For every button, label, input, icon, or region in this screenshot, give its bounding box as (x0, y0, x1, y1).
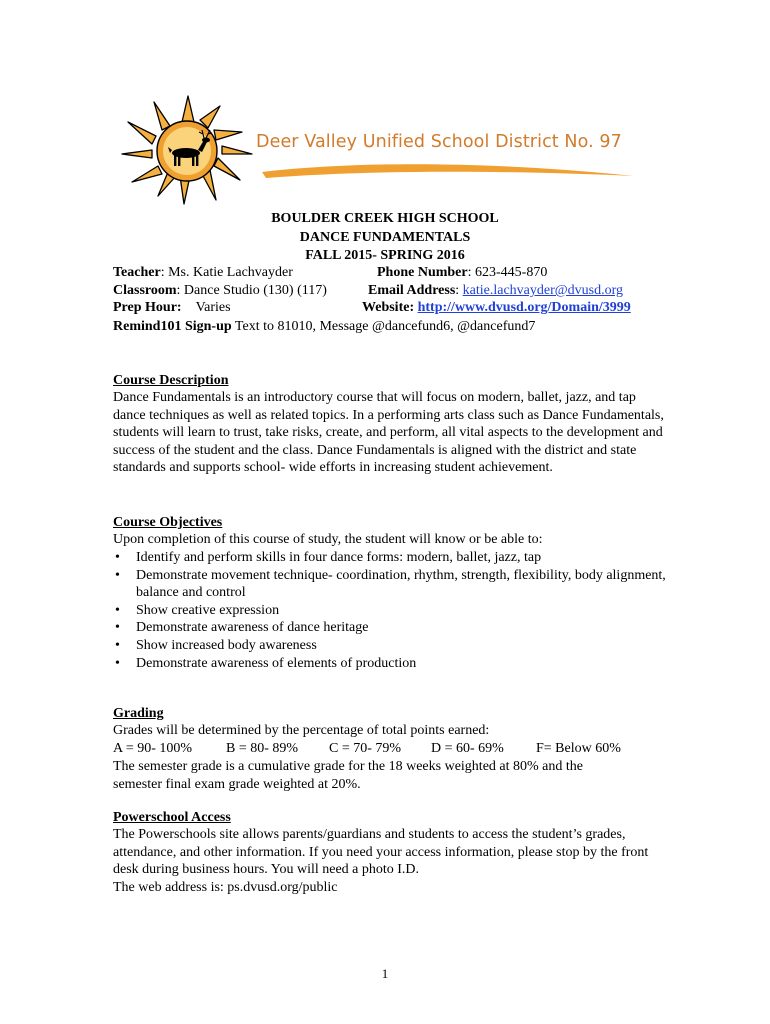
teacher-line (113, 264, 293, 281)
page-number: 1 (381, 966, 389, 981)
teacher-label: Teacher (113, 265, 161, 280)
list-item: • Demonstrate movement technique- coordination, rhythm, strength, flexibility, body alignment, balance and control (113, 567, 673, 602)
list-item: • Demonstrate awareness of dance heritage (113, 619, 673, 637)
website-label: Website: (362, 300, 418, 315)
grade-d: D = 60- 69% (431, 741, 504, 756)
email-link[interactable]: katie.lachvayder@dvusd.org (462, 283, 624, 298)
prep-value: Varies (195, 300, 231, 315)
grading-note: The semester grade is a cumulative grade for the 18 weeks weighted at 80% and the semester final exam grade weighted at 20%. (113, 759, 583, 792)
term-label: FALL 2015- SPRING 2016 (305, 248, 465, 263)
email-label: Email Address (368, 283, 456, 298)
list-item: • Identify and perform skills in four dance forms: modern, ballet, jazz, tap (113, 549, 673, 567)
prep-label: Prep Hour: (113, 300, 182, 315)
course-title: DANCE FUNDAMENTALS (299, 230, 471, 245)
classroom-line (113, 282, 327, 299)
grade-f: F= Below 60% (536, 741, 621, 756)
grading-intro: Grades will be determined by the percentage of total points earned: (113, 723, 490, 738)
powerschool-text: The Powerschools site allows parents/guardians and students to access the student’s grades, attendance, and other information. If you need your access information, please stop by the front desk during business hours. You will need a photo I.D. (113, 827, 649, 878)
phone-label: Phone Number (377, 265, 468, 280)
sun-deer-logo-icon (118, 92, 258, 207)
prep-line (113, 299, 231, 316)
grade-a: A = 90- 100% (113, 741, 193, 756)
grade-b: B = 80- 89% (226, 741, 299, 756)
list-item: • Show creative expression (113, 602, 673, 620)
teacher-value: : Ms. Katie Lachvayder (160, 265, 293, 280)
district-name: Deer Valley Unified School District No. 97 (256, 132, 622, 152)
list-item: • Demonstrate awareness of elements of production (113, 655, 673, 673)
remind-label: Remind101 Sign-up (113, 319, 232, 334)
school-name: BOULDER CREEK HIGH SCHOOL (271, 211, 499, 226)
grade-c: C = 70- 79% (329, 741, 402, 756)
email-line (368, 282, 623, 299)
swoosh-decoration-icon (258, 156, 638, 182)
remind-value: Text to 81010, Message @dancefund6, @dancefund7 (231, 319, 536, 334)
email-separator: : (455, 283, 463, 298)
course-description-heading: Course Description (113, 373, 229, 388)
powerschool-heading: Powerschool Access (113, 810, 231, 825)
phone-value: : 623-445-870 (467, 265, 548, 280)
powerschool-web-address: The web address is: ps.dvusd.org/public (113, 880, 338, 895)
list-item: • Show increased body awareness (113, 637, 673, 655)
classroom-label: Classroom (113, 283, 177, 298)
grading-heading: Grading (113, 706, 164, 721)
remind-line (113, 318, 535, 335)
course-objectives-heading: Course Objectives (113, 515, 223, 530)
course-objectives-intro: Upon completion of this course of study, the student will know or be able to: (113, 532, 543, 547)
website-link[interactable]: http://www.dvusd.org/Domain/3999 (417, 300, 631, 315)
objectives-list (113, 549, 673, 672)
classroom-value: : Dance Studio (130) (117) (176, 283, 327, 298)
course-description-text: Dance Fundamentals is an introductory course that will focus on modern, ballet, jazz, and tap dance techniques as well as related topics. In a performing arts class such as Dance Fundamentals, students will learn to trust, take risks, create, and perform, all vital aspects to the development and success of the student and the class. Dance Fundamentals is aligned with the district and state standards and supports school- wide efforts in increasing student achievement. (113, 390, 664, 476)
website-line (362, 299, 631, 316)
phone-line (377, 264, 547, 281)
